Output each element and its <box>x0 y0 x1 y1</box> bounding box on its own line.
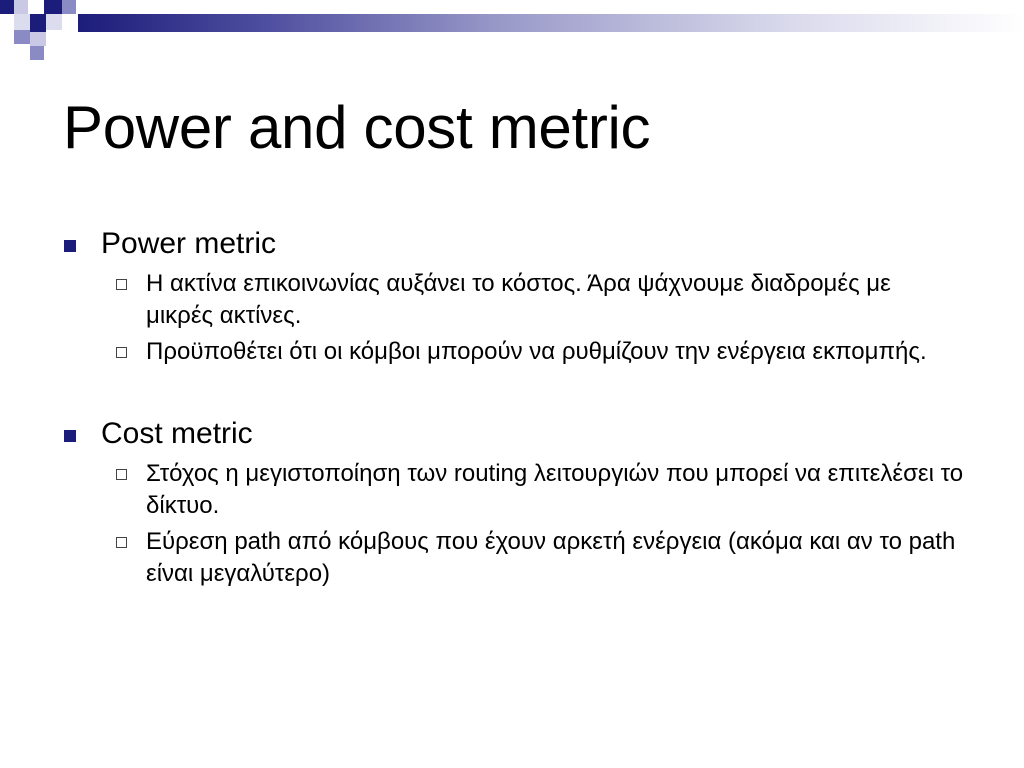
section-heading-cost <box>64 412 964 456</box>
decor-square <box>44 0 62 14</box>
list-item <box>64 458 964 522</box>
decor-square <box>14 0 28 14</box>
decor-square <box>46 14 62 30</box>
sub-bullet-list <box>64 458 964 590</box>
list-item <box>64 336 964 368</box>
list-item <box>64 268 964 332</box>
decor-square <box>30 32 46 46</box>
header-gradient-bar <box>78 14 1024 32</box>
list-item-text: Προϋποθέτει ότι οι κόμβοι μπορούν να ρυθμίζουν την ενέργεια εκπομπής. <box>146 338 927 365</box>
decor-square <box>0 0 14 14</box>
list-item <box>64 526 964 590</box>
slide-decoration <box>0 0 80 64</box>
hollow-square-bullet-icon <box>116 537 127 548</box>
section-heading-power <box>64 222 964 266</box>
sub-bullet-list <box>64 268 964 368</box>
list-item-text: Στόχος η μεγιστοποίηση των routing λειτουργιών που μπορεί να επιτελέσει το δίκτυο. <box>146 460 964 519</box>
decor-square <box>14 14 30 30</box>
square-bullet-icon <box>64 240 76 252</box>
hollow-square-bullet-icon <box>116 347 127 358</box>
decor-square <box>14 30 30 44</box>
list-item-text: Η ακτίνα επικοινωνίας αυξάνει το κόστος. Άρα ψάχνουμε διαδρομές με μικρές ακτίνες. <box>146 270 891 329</box>
decor-square <box>30 14 46 32</box>
section-heading-text: Cost metric <box>101 417 253 450</box>
slide-body <box>64 222 964 594</box>
decor-square <box>30 46 44 60</box>
list-item-text: Εύρεση path από κόμβους που έχουν αρκετή ενέργεια (ακόμα και αν το path είναι μεγαλύτερο) <box>146 528 956 587</box>
square-bullet-icon <box>64 430 76 442</box>
hollow-square-bullet-icon <box>116 279 127 290</box>
slide-title: Power and cost metric <box>63 94 651 161</box>
hollow-square-bullet-icon <box>116 469 127 480</box>
section-heading-text: Power metric <box>101 227 277 260</box>
decor-square <box>62 0 76 14</box>
